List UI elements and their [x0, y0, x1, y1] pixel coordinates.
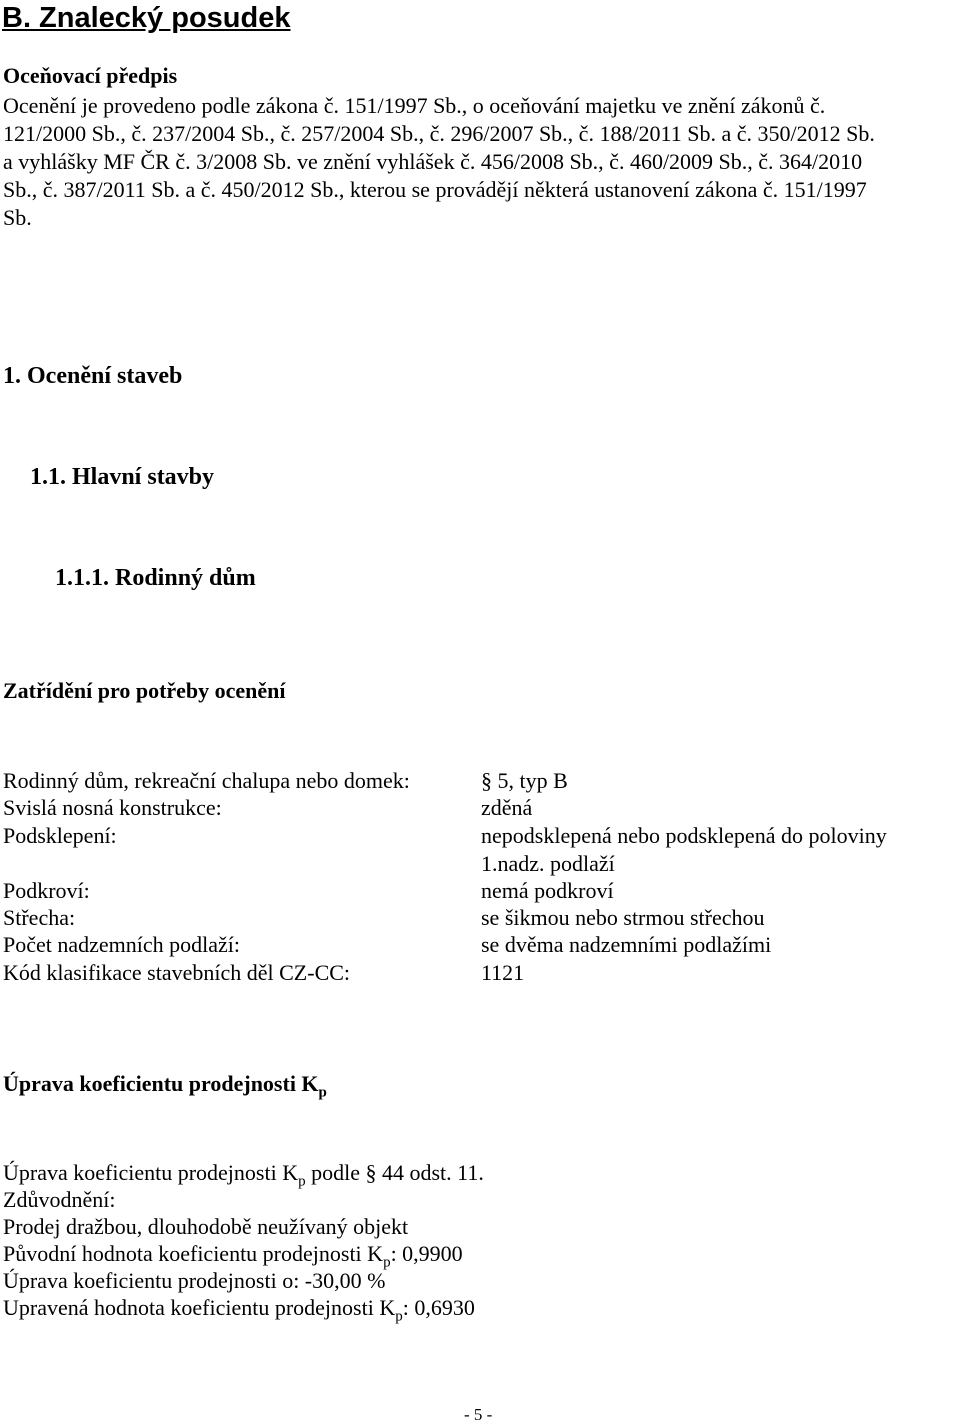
page-number: - 5 - [464, 1405, 493, 1424]
document-heading: B. Znalecký posudek [2, 2, 291, 34]
classification-value: nemá podkroví [481, 878, 614, 903]
justification-label: Zdůvodnění: [3, 1187, 116, 1212]
classification-label: Kód klasifikace stavebních děl CZ-CC: [3, 960, 351, 985]
classification-title: Zatřídění pro potřeby ocenění [3, 678, 286, 703]
valuation-rule-line: Sb. [3, 205, 32, 230]
classification-label: Podkroví: [3, 878, 90, 903]
adjusted-coefficient [3, 1294, 475, 1330]
valuation-rule-line: a vyhlášky MF ČR č. 3/2008 Sb. ve znění vyhlášek č. 456/2008 Sb., č. 460/2009 Sb., č. 364/2010 [3, 149, 863, 174]
classification-value: 1121 [481, 960, 525, 985]
classification-value: se dvěma nadzemními podlažími [481, 932, 772, 957]
coefficient-rule-reference: podle § 44 odst. 11. [305, 1160, 484, 1185]
classification-label: Počet nadzemních podlaží: [3, 932, 241, 957]
section-heading-1: 1. Ocenění staveb [3, 363, 183, 389]
valuation-rule-line: Ocenění je provedeno podle zákona č. 151/1997 Sb., o oceňování majetku ve znění zákonů č. [3, 93, 826, 118]
classification-label: Rodinný dům, rekreační chalupa nebo domek: [3, 768, 410, 793]
coefficient-title-text: Úprava koeficientu prodejnosti K [3, 1071, 319, 1096]
adjusted-coefficient-value: : 0,6930 [402, 1295, 475, 1320]
section-heading-1-1-1: 1.1.1. Rodinný dům [55, 565, 256, 591]
coefficient-rule-text: Úprava koeficientu prodejnosti K [3, 1160, 299, 1185]
coefficient-title-subscript: p [318, 1084, 327, 1101]
justification-text: Prodej dražbou, dlouhodobě neužívaný objekt [3, 1214, 409, 1239]
section-heading-1-1: 1.1. Hlavní stavby [30, 464, 215, 490]
classification-value: se šikmou nebo strmou střechou [481, 905, 765, 930]
classification-value: zděná [481, 795, 533, 820]
original-coefficient-text: Původní hodnota koeficientu prodejnosti K [3, 1241, 384, 1266]
adjusted-coefficient-subscript: p [395, 1308, 403, 1325]
classification-label: Podsklepení: [3, 823, 117, 848]
valuation-rule-text [3, 92, 958, 232]
coefficient-title [3, 1070, 327, 1106]
valuation-rule-title: Oceňovací předpis [3, 63, 178, 88]
valuation-rule-line: 121/2000 Sb., č. 237/2004 Sb., č. 257/2004 Sb., č. 296/2007 Sb., č. 188/2011 Sb. a č. 350/2012 Sb. [3, 121, 875, 146]
classification-value: nepodsklepená nebo podsklepená do poloviny [481, 823, 887, 848]
original-coefficient-value: : 0,9900 [390, 1241, 463, 1266]
valuation-rule-line: Sb., č. 387/2011 Sb. a č. 450/2012 Sb., kterou se provádějí některá ustanovení zákona č. 151/1997 [3, 177, 867, 202]
classification-label: Střecha: [3, 905, 76, 930]
coefficient-adjustment: Úprava koeficientu prodejnosti o: -30,00 % [3, 1268, 386, 1293]
adjusted-coefficient-text: Upravená hodnota koeficientu prodejnosti K [3, 1295, 396, 1320]
classification-value: § 5, typ B [481, 768, 568, 793]
classification-label: Svislá nosná konstrukce: [3, 795, 222, 820]
original-coefficient-subscript: p [383, 1254, 391, 1271]
coefficient-rule-subscript: p [298, 1173, 306, 1190]
classification-value-continued: 1.nadz. podlaží [481, 851, 615, 876]
